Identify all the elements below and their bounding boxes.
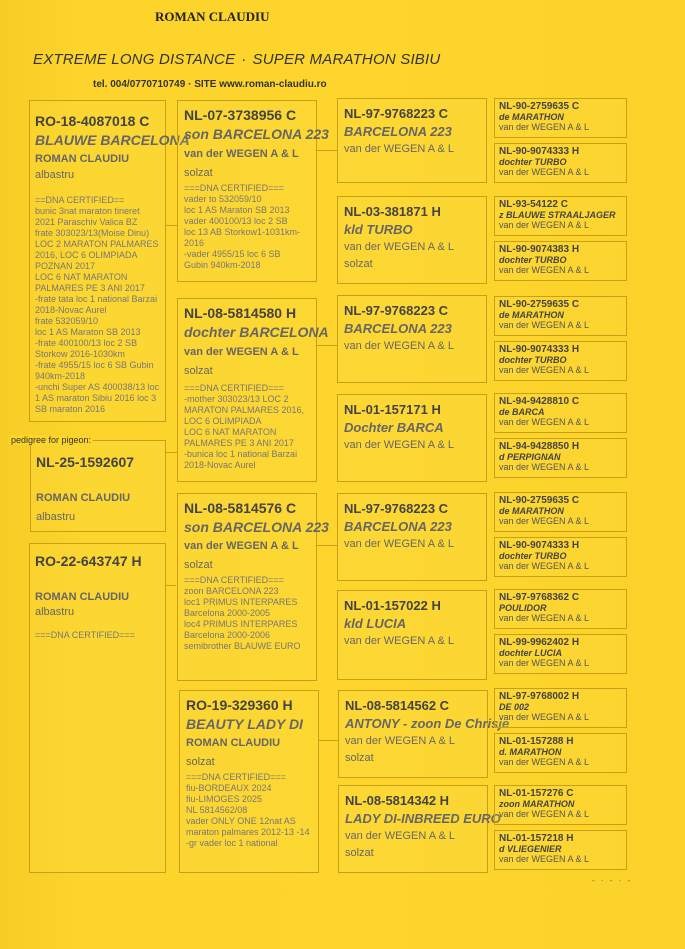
gen3-ring: NL-01-157022 H — [344, 598, 441, 613]
gen3-breeder: van der WEGEN A & L — [344, 635, 455, 647]
gen4-ring: NL-90-2759635 C — [499, 495, 580, 506]
gen4-card-11 — [494, 589, 627, 629]
gen4-breeder: van der WEGEN A & L — [499, 365, 590, 375]
gen4-breeder: van der WEGEN A & L — [499, 561, 590, 571]
gen2-breeder: van der WEGEN A & L — [184, 346, 299, 358]
gen3-breeder: van der WEGEN A & L — [345, 830, 456, 842]
gen4-name: zoon MARATHON — [499, 799, 575, 809]
gen4-ring: NL-94-9428850 H — [499, 441, 580, 452]
gen3-card-5 — [337, 493, 487, 581]
gen4-name: dochter TURBO — [499, 551, 567, 561]
gen4-breeder: van der WEGEN A & L — [499, 122, 590, 132]
gen3-ring: NL-97-9768223 C — [344, 106, 449, 121]
connector-line — [316, 545, 337, 546]
gen3-ring: NL-01-157171 H — [344, 402, 441, 417]
gen3-breeder: van der WEGEN A & L — [344, 538, 455, 550]
gen3-card-2 — [337, 196, 487, 284]
gen4-ring: NL-94-9428810 C — [499, 396, 580, 407]
gen2-name: son BARCELONA 223 — [184, 126, 329, 142]
gen4-card-9 — [494, 492, 627, 532]
gen3-name: kld LUCIA — [344, 616, 407, 631]
gen2-name: dochter BARCELONA — [184, 324, 329, 340]
gen4-card-14 — [494, 733, 627, 773]
gen3-breeder: van der WEGEN A & L — [344, 439, 455, 451]
gen2-notes: ===DNA CERTIFIED=== vader to 532059/10 loc 1 AS Maraton SB 2013 vader 400100/13 loc 2 SB loc 13 AB Storkow1-1031km-2016 -vader 4955/15 loc 6 SB Gubin 940km-2018 — [184, 183, 301, 270]
gen3-name: ANTONY - zoon De Chrisje — [345, 716, 510, 731]
gen2-color: solzat — [184, 167, 213, 179]
gen4-card-5 — [494, 296, 627, 336]
gen2-card-2 — [177, 298, 329, 482]
gen2-ring: RO-19-329360 H — [186, 697, 293, 713]
gen2-card-1 — [177, 100, 329, 282]
connector-line — [316, 345, 337, 346]
gen4-card-6 — [494, 341, 627, 381]
gen4-breeder: van der WEGEN A & L — [499, 516, 590, 526]
mate-pigeon-card — [29, 543, 166, 873]
gen4-name: DE 002 — [499, 702, 530, 712]
gen4-breeder: van der WEGEN A & L — [499, 265, 590, 275]
gen4-card-16 — [494, 830, 627, 870]
connector-line — [165, 452, 177, 453]
gen3-ring: NL-97-9768223 C — [344, 303, 449, 318]
gen3-card-1 — [337, 98, 487, 183]
gen2-ring: NL-08-5814576 C — [184, 500, 297, 516]
subject-notes: ==DNA CERTIFIED== bunic 3nat maraton tineret 2021 Paraschiv Valica BZ frate 303023/13(Moise Dinu) LOC 2 MARATON PALMARES 2016, LOC 6 OLIMPIADA POZNAN 2017 LOC 6 NAT MARATON PALMARES PE 3 ANI 2017 -frate tata loc 1 national Barzai 2018-Novac Aurel frate 532059/10 loc 1 AS Maraton SB 2013 -frate 400100/13 loc 2 SB Storkow 2016-1030km -frate 4955/15 loc 6 SB Gubin 940km-2018 -unchi Super AS 400038/13 loc 1 AS maraton Sibiu 2016 loc 3 SB maraton 2016 — [35, 195, 160, 414]
gen4-card-12 — [494, 634, 627, 674]
pedigree-label: pedigree for pigeon: — [11, 435, 92, 445]
gen2-breeder: van der WEGEN A & L — [184, 540, 299, 552]
gen4-breeder: van der WEGEN A & L — [499, 167, 590, 177]
breeder-title: ROMAN CLAUDIU — [155, 9, 270, 24]
gen2-color: solzat — [184, 559, 213, 571]
connector-line — [166, 585, 176, 586]
gen4-breeder: van der WEGEN A & L — [499, 220, 590, 230]
gen4-card-1 — [494, 98, 627, 138]
gen4-name: dochter TURBO — [499, 255, 567, 265]
subtitle — [33, 51, 440, 68]
gen4-name: de MARATHON — [499, 112, 564, 122]
gen3-breeder: van der WEGEN A & L — [345, 735, 456, 747]
gen2-notes: ===DNA CERTIFIED=== fiu-BORDEAUX 2024 fiu-LIMOGES 2025 NL 5814562/08 vader ONLY ONE 12nat AS maraton palmares 2012-13 -14 -gr vader loc 1 national — [186, 772, 310, 848]
gen3-breeder: van der WEGEN A & L — [344, 143, 455, 155]
gen4-breeder: van der WEGEN A & L — [499, 658, 590, 668]
subject-name: BLAUWE BARCELONA — [35, 132, 190, 148]
gen4-card-10 — [494, 537, 627, 577]
gen4-name: d VLIEGENIER — [499, 844, 562, 854]
subject-color: albastru — [35, 169, 75, 181]
mate-color: albastru — [35, 606, 75, 618]
gen3-name: BARCELONA 223 — [344, 321, 452, 336]
gen2-ring: NL-08-5814580 H — [184, 305, 297, 321]
gen3-color: solzat — [344, 258, 373, 270]
gen4-card-2 — [494, 143, 627, 183]
gen3-name: Dochter BARCA — [344, 420, 444, 435]
gen4-card-8 — [494, 438, 627, 478]
subtitle-left: EXTREME LONG DISTANCE — [33, 51, 236, 68]
subject-ring: RO-18-4087018 C — [35, 113, 150, 129]
gen2-color: solzat — [184, 365, 213, 377]
gen3-ring: NL-08-5814562 C — [345, 698, 450, 713]
gen3-card-7 — [338, 690, 510, 778]
gen4-ring: NL-01-157276 C — [499, 788, 574, 799]
subject-breeder: ROMAN CLAUDIU — [35, 153, 130, 165]
contact-line: tel. 004/0770710749 · SITE www.roman-claudiu.ro — [93, 79, 327, 90]
gen4-breeder: van der WEGEN A & L — [499, 854, 590, 864]
gen4-name: de BARCA — [499, 407, 545, 417]
gen2-card-3 — [177, 493, 329, 681]
gen4-card-7 — [494, 393, 627, 433]
gen4-name: de MARATHON — [499, 310, 564, 320]
gen2-name: BEAUTY LADY DI — [186, 716, 303, 732]
gen3-ring: NL-03-381871 H — [344, 204, 441, 219]
pedigree-color: albastru — [36, 511, 76, 523]
connector-line — [165, 225, 177, 226]
gen4-card-13 — [494, 688, 627, 728]
mate-ring: RO-22-643747 H — [35, 553, 142, 569]
pedigree-breeder: ROMAN CLAUDIU — [36, 492, 131, 504]
gen3-card-4 — [337, 394, 487, 482]
gen3-ring: NL-97-9768223 C — [344, 501, 449, 516]
gen4-ring: NL-01-157218 H — [499, 833, 574, 844]
gen4-breeder: van der WEGEN A & L — [499, 809, 590, 819]
gen4-ring: NL-93-54122 C — [499, 199, 568, 210]
mate-notes: ===DNA CERTIFIED=== — [35, 630, 135, 640]
gen4-ring: NL-90-2759635 C — [499, 101, 580, 112]
gen4-breeder: van der WEGEN A & L — [499, 462, 590, 472]
gen2-notes: ===DNA CERTIFIED=== -mother 303023/13 LOC 2 MARATON PALMARES 2016, LOC 6 OLIMPIADA LOC 6 NAT MARATON PALMARES PE 3 ANI 2017 -bunica loc 1 national Barzai 2018-Novac Aurel — [184, 383, 305, 470]
gen2-card-4 — [179, 690, 319, 873]
gen4-ring: NL-97-9768362 C — [499, 592, 580, 603]
gen4-breeder: van der WEGEN A & L — [499, 757, 590, 767]
gen4-breeder: van der WEGEN A & L — [499, 613, 590, 623]
gen4-name: d. MARATHON — [499, 747, 562, 757]
gen2-color: solzat — [186, 756, 215, 768]
gen4-card-3 — [494, 196, 627, 236]
gen4-ring: NL-97-9768002 H — [499, 691, 580, 702]
gen3-breeder: van der WEGEN A & L — [344, 241, 455, 253]
gen4-name: dochter LUCIA — [499, 648, 562, 658]
gen4-ring: NL-90-9074333 H — [499, 540, 580, 551]
gen2-breeder: van der WEGEN A & L — [184, 148, 299, 160]
connector-line — [318, 740, 338, 741]
gen4-breeder: van der WEGEN A & L — [499, 417, 590, 427]
gen3-name: BARCELONA 223 — [344, 519, 452, 534]
gen2-breeder: ROMAN CLAUDIU — [186, 737, 281, 749]
subtitle-separator: · — [241, 51, 247, 68]
gen4-card-4 — [494, 241, 627, 281]
gen4-breeder: van der WEGEN A & L — [499, 320, 590, 330]
gen3-color: solzat — [345, 752, 374, 764]
subject-pigeon-card — [29, 100, 190, 422]
subtitle-right: SUPER MARATHON SIBIU — [252, 51, 441, 68]
gen4-name: dochter TURBO — [499, 355, 567, 365]
gen3-card-3 — [337, 295, 487, 383]
gen4-name: dochter TURBO — [499, 157, 567, 167]
gen4-ring: NL-01-157288 H — [499, 736, 574, 747]
gen3-breeder: van der WEGEN A & L — [344, 340, 455, 352]
gen4-name: z BLAUWE STRAALJAGER — [499, 210, 616, 220]
gen3-name: kld TURBO — [344, 222, 413, 237]
gen4-name: POULIDOR — [499, 603, 547, 613]
gen4-ring: NL-90-9074333 H — [499, 146, 580, 157]
connector-line — [316, 150, 337, 151]
gen4-ring: NL-90-2759635 C — [499, 299, 580, 310]
gen3-name: LADY DI-INBREED EURO — [345, 811, 501, 826]
gen3-ring: NL-08-5814342 H — [345, 793, 450, 808]
gen2-name: son BARCELONA 223 — [184, 519, 329, 535]
footer-dots: - · - · - — [592, 876, 633, 885]
gen3-card-6 — [337, 590, 487, 680]
gen3-card-8 — [338, 785, 501, 873]
mate-breeder: ROMAN CLAUDIU — [35, 591, 130, 603]
gen4-name: de MARATHON — [499, 506, 564, 516]
pedigree-ring: NL-25-1592607 — [36, 454, 135, 470]
gen3-name: BARCELONA 223 — [344, 124, 452, 139]
gen2-ring: NL-07-3738956 C — [184, 107, 297, 123]
gen4-breeder: van der WEGEN A & L — [499, 712, 590, 722]
gen4-ring: NL-90-9074333 H — [499, 344, 580, 355]
gen4-ring: NL-90-9074383 H — [499, 244, 580, 255]
pedigree-pigeon-card — [30, 440, 166, 532]
gen3-color: solzat — [345, 847, 374, 859]
gen2-notes: ===DNA CERTIFIED=== zoon BARCELONA 223 loc1 PRIMUS INTERPARES Barcelona 2000-2005 loc4 PRIMUS INTERPARES Barcelona 2000-2006 semibrother BLAUWE EURO — [184, 575, 301, 651]
gen4-ring: NL-99-9962402 H — [499, 637, 580, 648]
gen4-name: d PERPIGNAN — [499, 452, 561, 462]
gen4-card-15 — [494, 785, 627, 825]
